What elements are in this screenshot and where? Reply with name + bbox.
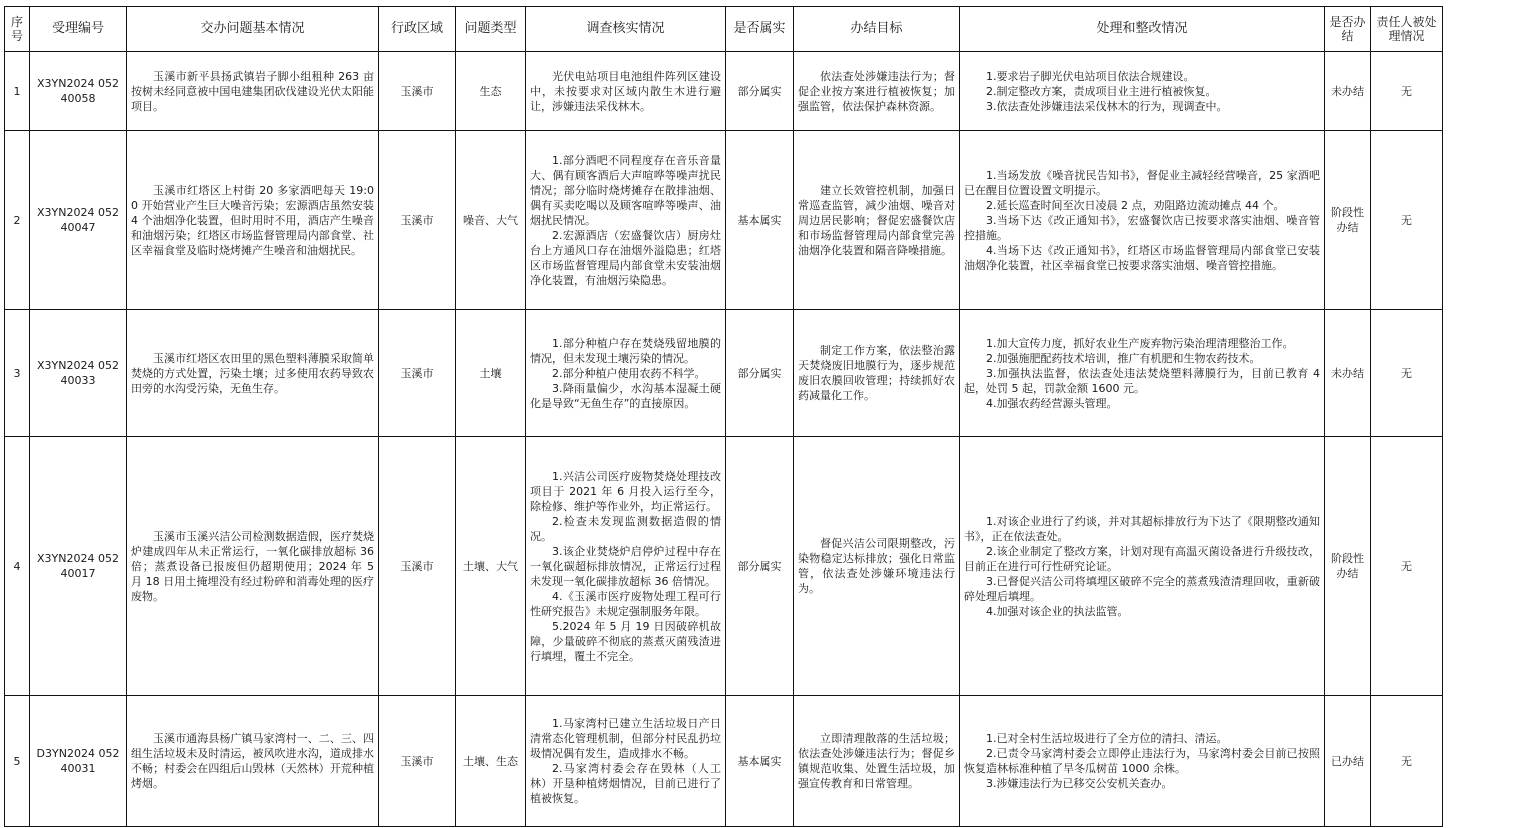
header-rectification: 处理和整改情况 [960,7,1325,52]
region-cell: 玉溪市 [379,131,456,310]
target-cell [794,310,960,437]
investigation-line: 光伏电站项目电池组件阵列区建设中，未按要求对区域内散生木进行避让，涉嫌违法采伐林木。 [530,69,721,113]
seq-cell: 1 [5,52,30,131]
seq-cell: 5 [5,696,30,827]
header-verified: 是否属实 [726,7,794,52]
rectification-cell [960,437,1325,696]
rectification-line: 1.已对全村生活垃圾进行了全方位的清扫、清运。 [986,732,1228,745]
verified-cell: 部分属实 [726,52,794,131]
verified-cell: 基本属实 [726,696,794,827]
rectification-cell [960,52,1325,131]
problem-text: 玉溪市玉溪兴洁公司检测数据造假，医疗焚烧炉建成四年从未正常运行，一氧化碳排放超标 36 倍；蒸煮设备已报废但仍超期使用；2024 年 5 月 18 日用土掩埋没有经过粉碎和消毒处理的医疗废物。 [131,529,374,603]
seq-cell: 3 [5,310,30,437]
region-cell: 玉溪市 [379,52,456,131]
rectification-line: 1.要求岩子脚光伏电站项目依法合规建设。 [986,69,1195,83]
table-row [5,310,1443,437]
rectification-cell [960,131,1325,310]
investigation-line: 1.兴洁公司医疗废物焚烧处理技改项目于 2021 年 6 月投入运行至今，除检修、维护等作业外，均正常运行。 [530,469,721,513]
closed-cell: 已办结 [1325,696,1371,827]
investigation-line: 2.部分种植户使用农药不科学。 [552,366,706,380]
code-cell: X3YN2024 05240017 [30,437,127,696]
closed-cell: 阶段性办结 [1325,437,1371,696]
region-cell: 玉溪市 [379,310,456,437]
accountability-cell: 无 [1371,310,1443,437]
target-text: 制定工作方案，依法整治露天焚烧废旧地膜行为，逐步规范废旧农膜回收管理；持续抓好农药减量化工作。 [798,344,955,402]
table-row [5,696,1443,827]
accountability-cell: 无 [1371,696,1443,827]
investigation-line: 2.马家湾村委会存在毁林（人工林）开垦种植烤烟情况，目前已进行了植被恢复。 [530,762,721,805]
header-investigation: 调查核实情况 [526,7,726,52]
accountability-cell: 无 [1371,131,1443,310]
problem-cell [127,52,379,131]
target-cell [794,696,960,827]
header-problem: 交办问题基本情况 [127,7,379,52]
investigation-line: 1.部分种植户存在焚烧残留地膜的情况，但未发现土壤污染的情况。 [530,336,721,365]
header-row [5,7,1443,52]
type-cell: 生态 [456,52,526,131]
investigation-cell [526,131,726,310]
closed-cell: 阶段性办结 [1325,131,1371,310]
rectification-line: 3.涉嫌违法行为已移交公安机关查办。 [986,777,1173,790]
accountability-cell: 无 [1371,52,1443,131]
investigation-line: 3.降雨量偏少，水沟基本湿凝土硬化是导致“无鱼生存”的直接原因。 [530,381,721,410]
rectification-cell [960,310,1325,437]
rectification-line: 4.当场下达《改正通知书》，红塔区市场监督管理局内部食堂已安装油烟净化装置，社区幸福食堂已按要求落实油烟、噪音管控措施。 [964,243,1320,272]
code-cell: X3YN2024 05240058 [30,52,127,131]
rectification-line: 2.制定整改方案，责成项目业主进行植被恢复。 [986,84,1217,98]
rectification-cell [960,696,1325,827]
problem-cell [127,131,379,310]
verified-cell: 部分属实 [726,310,794,437]
rectification-line: 1.加大宣传力度，抓好农业生产废弃物污染治理清理整治工作。 [986,336,1294,350]
code-cell: X3YN2024 05240047 [30,131,127,310]
problem-cell [127,437,379,696]
problem-text: 玉溪市通海县杨广镇马家湾村一、二、三、四组生活垃圾未及时清运，被风吹进水沟，道成排水不畅；村委会在四组后山毁林（天然林）开荒种植烤烟。 [131,732,374,790]
investigation-line: 1.马家湾村已建立生活垃圾日产日清常态化管理机制，但部分村民乱扔垃圾情况偶有发生，造成排水不畅。 [530,717,721,760]
type-cell: 噪音、大气 [456,131,526,310]
target-cell [794,52,960,131]
code-cell: D3YN2024 05240031 [30,696,127,827]
header-region: 行政区域 [379,7,456,52]
rectification-line: 3.当场下达《改正通知书》，宏盛餐饮店已按要求落实油烟、噪音管控措施。 [964,213,1320,242]
investigation-line: 5.2024 年 5 月 19 日因破碎机故障，少量破碎不彻底的蒸煮灭菌残渣进行填埋，覆土不完全。 [530,619,721,663]
target-text: 督促兴洁公司限期整改，污染物稳定达标排放；强化日常监管，依法查处涉嫌环境违法行为。 [798,537,955,595]
code-cell: X3YN2024 05240033 [30,310,127,437]
header-seq: 序号 [5,7,30,52]
header-type: 问题类型 [456,7,526,52]
investigation-cell [526,52,726,131]
investigation-line: 2.宏源酒店（宏盛餐饮店）厨房灶台上方通风口存在油烟外溢隐患；红塔区市场监督管理局内部食堂未安装油烟净化装置，有油烟污染隐患。 [530,228,721,287]
table-row [5,52,1443,131]
target-cell [794,131,960,310]
verified-cell: 基本属实 [726,131,794,310]
closed-cell: 未办结 [1325,52,1371,131]
target-text: 立即清理散落的生活垃圾；依法查处涉嫌违法行为；督促乡镇规范收集、处置生活垃圾，加强宣传教育和日常管理。 [798,732,955,790]
supervision-table [4,6,1443,827]
problem-text: 玉溪市红塔区农田里的黑色塑料薄膜采取简单焚烧的方式处置，污染土壤；过多使用农药导致农田旁的水沟受污染，无鱼生存。 [131,351,374,395]
accountability-cell: 无 [1371,437,1443,696]
target-text: 建立长效管控机制，加强日常巡查监管，减少油烟、噪音对周边居民影响；督促宏盛餐饮店和市场监督管理局内部食堂完善油烟净化装置和隔音降噪措施。 [798,183,955,257]
target-cell [794,437,960,696]
investigation-line: 1.部分酒吧不同程度存在音乐音量大、偶有顾客酒后大声喧哗等噪声扰民情况；部分临时烧烤摊存在散排油烟、偶有买卖吃喝以及顾客喧哗等噪声、油烟扰民情况。 [530,153,721,227]
investigation-cell [526,437,726,696]
investigation-cell [526,696,726,827]
rectification-line: 4.加强对该企业的执法监管。 [986,604,1129,618]
type-cell: 土壤 [456,310,526,437]
investigation-cell [526,310,726,437]
target-text: 依法查处涉嫌违法行为；督促企业按方案进行植被恢复；加强监管，依法保护森林资源。 [798,69,955,113]
investigation-line: 2.检查未发现监测数据造假的情况。 [530,514,721,543]
investigation-line: 3.该企业焚烧炉启停炉过程中存在一氧化碳超标排放情况，正常运行过程未发现一氧化碳排放超标 36 倍情况。 [530,544,721,588]
table-row [5,437,1443,696]
type-cell: 土壤、大气 [456,437,526,696]
rectification-line: 2.已责令马家湾村委会立即停止违法行为，马家湾村委会目前已按照恢复造林标准种植了旱冬瓜树苗 1000 余株。 [964,747,1320,775]
type-cell: 土壤、生态 [456,696,526,827]
problem-text: 玉溪市新平县扬武镇岩子脚小组租种 263 亩按树未经同意被中国电建集团砍伐建设光伏太阳能项目。 [131,69,374,113]
header-target: 办结目标 [794,7,960,52]
closed-cell: 未办结 [1325,310,1371,437]
rectification-line: 2.延长巡查时间至次日凌晨 2 点，劝阻路边流动摊点 44 个。 [986,198,1285,212]
rectification-line: 2.加强施肥配药技术培训，推广有机肥和生物农药技术。 [986,351,1261,365]
region-cell: 玉溪市 [379,437,456,696]
problem-cell [127,696,379,827]
header-accountability: 责任人被处理情况 [1371,7,1443,52]
rectification-line: 2.该企业制定了整改方案，计划对现有高温灭菌设备进行升级技改，目前正在进行可行性研究论证。 [964,544,1320,573]
seq-cell: 2 [5,131,30,310]
seq-cell: 4 [5,437,30,696]
table-row [5,131,1443,310]
rectification-line: 3.加强执法监督，依法查处违法焚烧塑料薄膜行为，目前已教育 4 起，处罚 5 起，罚款金额 1600 元。 [964,366,1320,395]
problem-cell [127,310,379,437]
rectification-line: 1.对该企业进行了约谈，并对其超标排放行为下达了《限期整改通知书》，正在依法查处。 [964,514,1320,543]
header-code: 受理编号 [30,7,127,52]
problem-text: 玉溪市红塔区上村街 20 多家酒吧每天 19:00 开始营业产生巨大噪音污染；宏源酒店虽然安装 4 个油烟净化装置，但时用时不用，酒店产生噪音和油烟污染；红塔区市场监督管理局内部食堂、社区幸福食堂及临时烧烤摊产生噪音和油烟扰民。 [131,183,374,257]
rectification-line: 3.已督促兴洁公司将填埋区破碎不完全的蒸煮残渣清理回收，重新破碎处理后填埋。 [964,574,1320,603]
rectification-line: 4.加强农药经营源头管理。 [986,396,1118,410]
investigation-line: 4.《玉溪市医疗废物处理工程可行性研究报告》未规定强制服务年限。 [530,589,721,618]
rectification-line: 3.依法查处涉嫌违法采伐林木的行为，现调查中。 [986,99,1228,113]
header-closed: 是否办结 [1325,7,1371,52]
verified-cell: 部分属实 [726,437,794,696]
region-cell: 玉溪市 [379,696,456,827]
rectification-line: 1.当场发放《噪音扰民告知书》，督促业主减轻经营噪音，25 家酒吧已在醒目位置设置文明提示。 [964,168,1320,197]
